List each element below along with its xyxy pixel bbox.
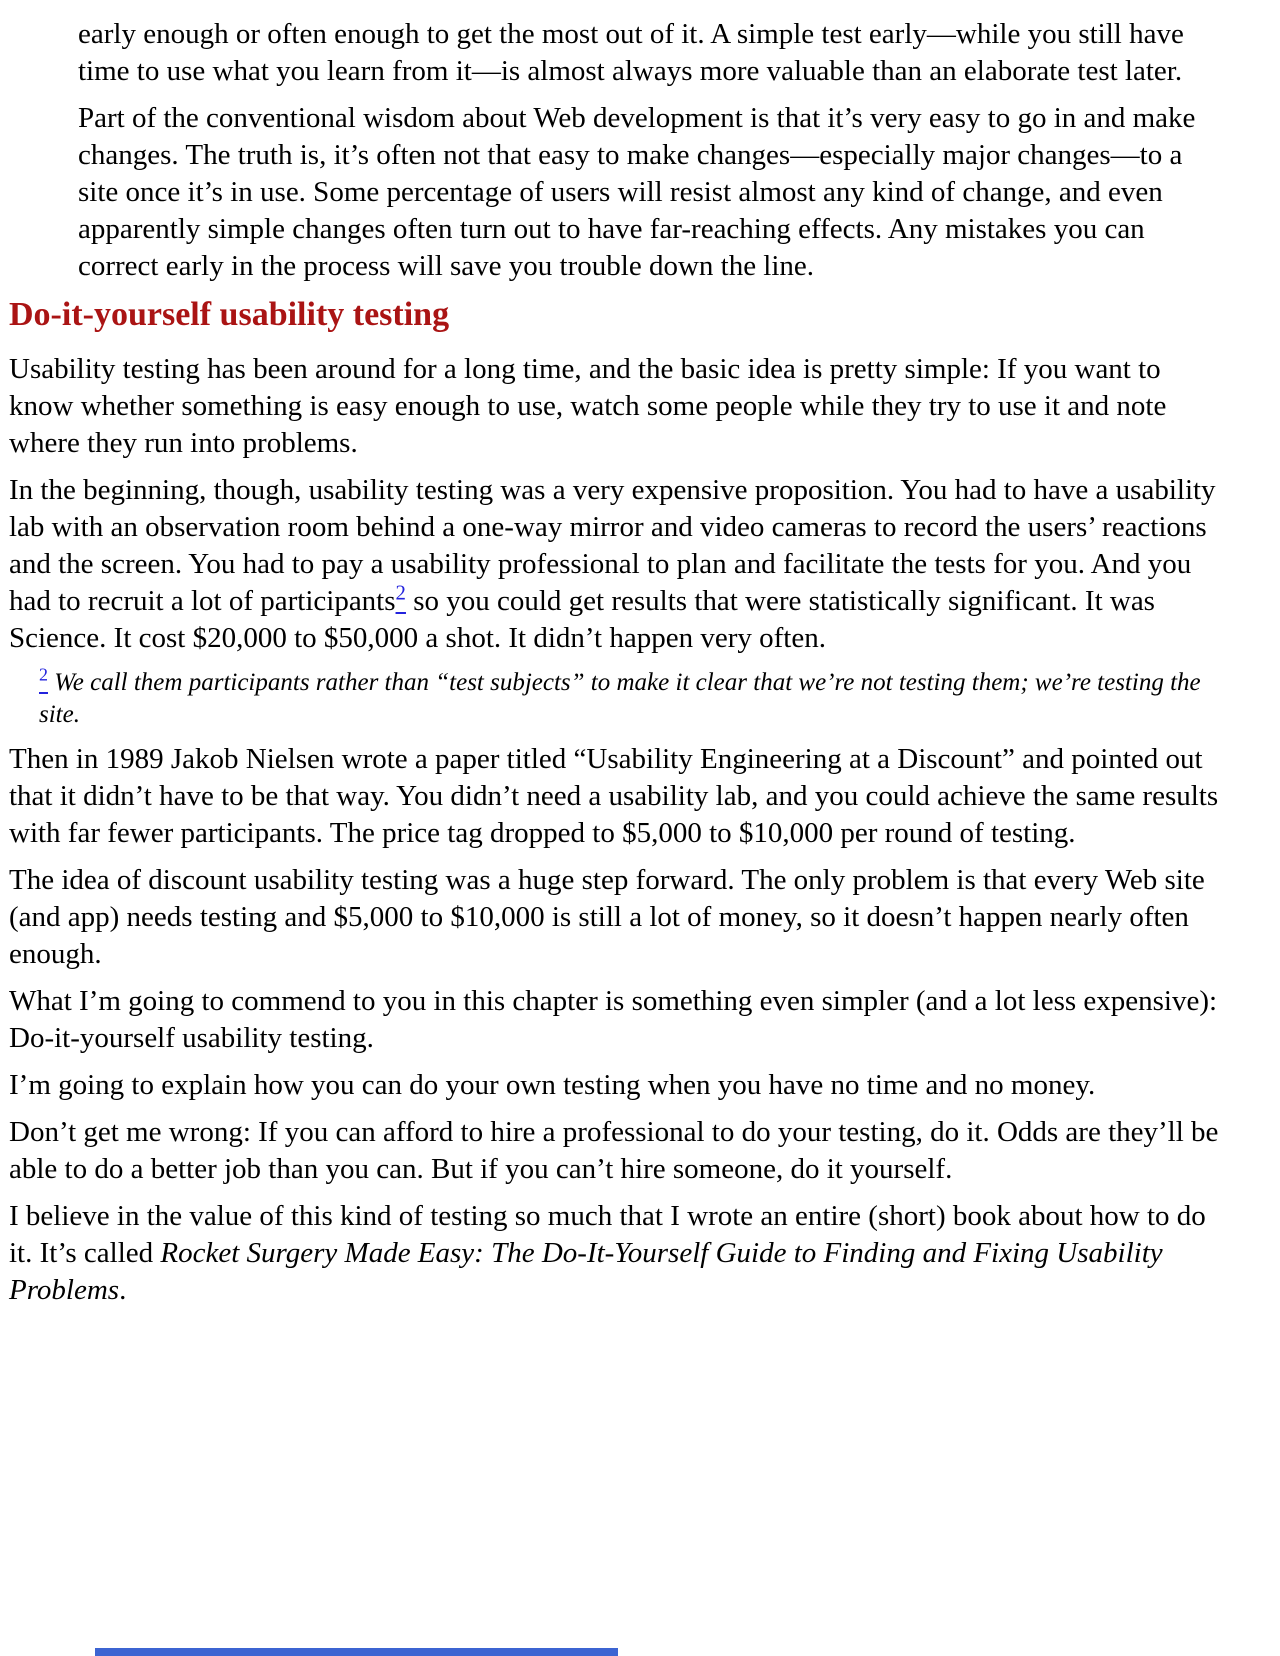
paragraph-text: so you could get results that were statistically significant. It was Science. It cost $20,000 to $50,000 a shot. It didn’t happen very often. <box>9 585 1155 654</box>
paragraph-explain: I’m going to explain how you can do your own testing when you have no time and no money. <box>9 1069 1096 1101</box>
paragraph-text: I believe in the value of this kind of testing so much that I wrote an entire (short) book about how to do it. It’s called <box>9 1200 1206 1269</box>
partial-blue-bar <box>95 1648 618 1656</box>
footnote-ref-number[interactable]: 2 <box>395 580 406 605</box>
book-title: Rocket Surgery Made Easy: The Do-It-Yourself Guide to Finding and Fixing Usability Problems <box>9 1237 1163 1306</box>
footnote-marker-number[interactable]: 2 <box>39 664 48 685</box>
footnote-participants <box>39 664 1226 731</box>
footnote-text: We call them participants rather than “test subjects” to make it clear that we’re not testing them; we’re testing the site. <box>39 669 1201 728</box>
footnote-ref-link[interactable] <box>395 580 406 617</box>
paragraph-text: . <box>119 1274 127 1306</box>
paragraph-jakob-nielsen: Then in 1989 Jakob Nielsen wrote a paper titled “Usability Engineering at a Discount” and pointed out that it didn’t have to be that way. You didn’t need a usability lab, and you could achieve the same results with far fewer participants. The price tag dropped to $5,000 to $10,000 per round of testing. <box>9 743 1219 849</box>
paragraph-expensive-proposition <box>9 472 1226 657</box>
paragraph-usability-intro: Usability testing has been around for a long time, and the basic idea is pretty simple: If you want to know whether something is easy enough to use, watch some people while they try to use it and note where they run into problems. <box>9 353 1167 459</box>
section-heading: Do-it-yourself usability testing <box>9 296 450 333</box>
paragraph-early-test: early enough or often enough to get the most out of it. A simple test early—while you still have time to use what you learn from it—is almost always more valuable than an elaborate test later. <box>78 18 1184 87</box>
paragraph-text: In the beginning, though, usability testing was a very expensive proposition. You had to have a usability lab with an observation room behind a one-way mirror and video cameras to record the users’ reactions and the screen. You had to pay a usability professional to plan and facilitate the tests for you. And you had to recruit a lot of participants <box>9 474 1216 617</box>
paragraph-discount-testing: The idea of discount usability testing was a huge step forward. The only problem is that every Web site (and app) needs testing and $5,000 to $10,000 is still a lot of money, so it doesn’t happen nearly often enough. <box>9 864 1205 970</box>
footnote-marker-link[interactable] <box>39 664 48 696</box>
paragraph-believe <box>9 1198 1226 1309</box>
paragraph-conventional-wisdom: Part of the conventional wisdom about Web development is that it’s very easy to go in and make changes. The truth is, it’s often not that easy to make changes—especially major changes—to a site once it’s in use. Some percentage of users will resist almost any kind of change, and even apparently simple changes often turn out to have far-reaching effects. Any mistakes you can correct early in the process will save you trouble down the line. <box>78 102 1196 282</box>
paragraph-commend: What I’m going to commend to you in this chapter is something even simpler (and a lot less expensive): Do-it-yourself usability testing. <box>9 985 1218 1054</box>
paragraph-dont-get-me-wrong: Don’t get me wrong: If you can afford to hire a professional to do your testing, do it. Odds are they’ll be able to do a better job than you can. But if you can’t hire someone, do it yourself. <box>9 1116 1219 1185</box>
